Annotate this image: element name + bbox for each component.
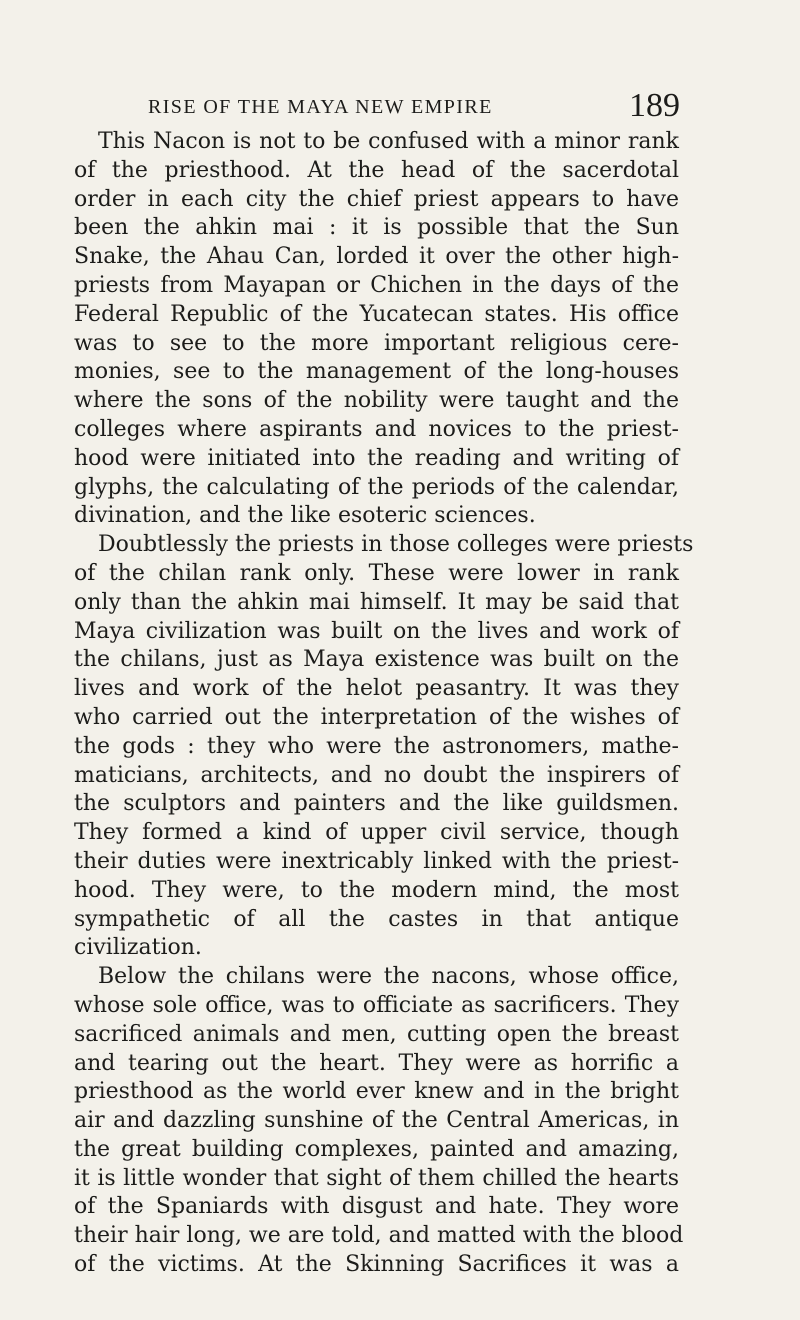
text-line: the chilans, just as Maya existence was built on the: [74, 647, 679, 673]
text-line: hood were initiated into the reading and writing of: [74, 445, 679, 471]
text-line: the gods : they who were the astronomers, mathe-: [74, 733, 679, 759]
page-number: 189: [629, 87, 680, 124]
text-line: whose sole office, was to officiate as sacrificers. They: [74, 992, 679, 1018]
running-title: RISE OF THE MAYA NEW EMPIRE: [148, 96, 493, 118]
running-head: [100, 86, 680, 126]
text-line: it is little wonder that sight of them chilled the hearts: [74, 1165, 679, 1191]
text-line: the sculptors and painters and the like guildsmen.: [74, 791, 679, 817]
text-line: Doubtlessly the priests in those colleges were priests: [98, 532, 694, 558]
paragraph: [74, 128, 679, 531]
text-line: Snake, the Ahau Can, lorded it over the other high-: [74, 244, 679, 270]
text-line: air and dazzling sunshine of the Central Americas, in: [74, 1108, 679, 1134]
text-line: and tearing out the heart. They were as horrific a: [74, 1050, 679, 1076]
text-line: their duties were inextricably linked with the priest-: [74, 848, 679, 874]
text-line: This Nacon is not to be confused with a minor rank: [98, 129, 679, 154]
text-line: only than the ahkin mai himself. It may be said that: [74, 589, 679, 615]
body-text: [74, 128, 694, 1280]
text-line: who carried out the interpretation of the wishes of: [74, 704, 679, 730]
text-line: where the sons of the nobility were taught and the: [74, 388, 679, 414]
text-line: of the Spaniards with disgust and hate. They wore: [74, 1194, 679, 1220]
text-line: They formed a kind of upper civil service, though: [74, 820, 679, 846]
text-line: was to see to the more important religious cere-: [74, 330, 679, 356]
text-line: civilization.: [74, 935, 202, 961]
text-line: been the ahkin mai : it is possible that the Sun: [74, 215, 679, 241]
text-line: colleges where aspirants and novices to the priest-: [74, 416, 679, 442]
text-line: Below the chilans were the nacons, whose office,: [98, 964, 679, 990]
text-line: monies, see to the management of the long-houses: [74, 359, 679, 385]
text-line: hood. They were, to the modern mind, the most: [74, 877, 679, 903]
paragraph: [74, 531, 694, 963]
text-line: sympathetic of all the castes in that antique: [74, 906, 679, 932]
text-line: lives and work of the helot peasantry. It was they: [74, 676, 679, 702]
paragraph: [74, 963, 684, 1280]
text-line: divination, and the like esoteric sciences.: [74, 503, 536, 529]
text-line: of the victims. At the Skinning Sacrifices it was a: [74, 1252, 679, 1278]
text-line: priests from Mayapan or Chichen in the days of the: [74, 272, 679, 298]
text-line: order in each city the chief priest appears to have: [74, 186, 679, 212]
text-line: Federal Republic of the Yucatecan states. His office: [74, 301, 679, 327]
text-line: of the priesthood. At the head of the sacerdotal: [74, 157, 679, 183]
text-line: priesthood as the world ever knew and in the bright: [74, 1079, 679, 1105]
text-line: sacrificed animals and men, cutting open the breast: [74, 1021, 679, 1047]
text-line: the great building complexes, painted and amazing,: [74, 1136, 679, 1162]
text-line: Maya civilization was built on the lives and work of: [74, 618, 679, 644]
text-line: glyphs, the calculating of the periods of the calendar,: [74, 474, 679, 500]
text-line: their hair long, we are told, and matted with the blood: [74, 1223, 684, 1249]
text-line: maticians, architects, and no doubt the inspirers of: [74, 762, 679, 788]
text-line: of the chilan rank only. These were lower in rank: [74, 560, 679, 586]
